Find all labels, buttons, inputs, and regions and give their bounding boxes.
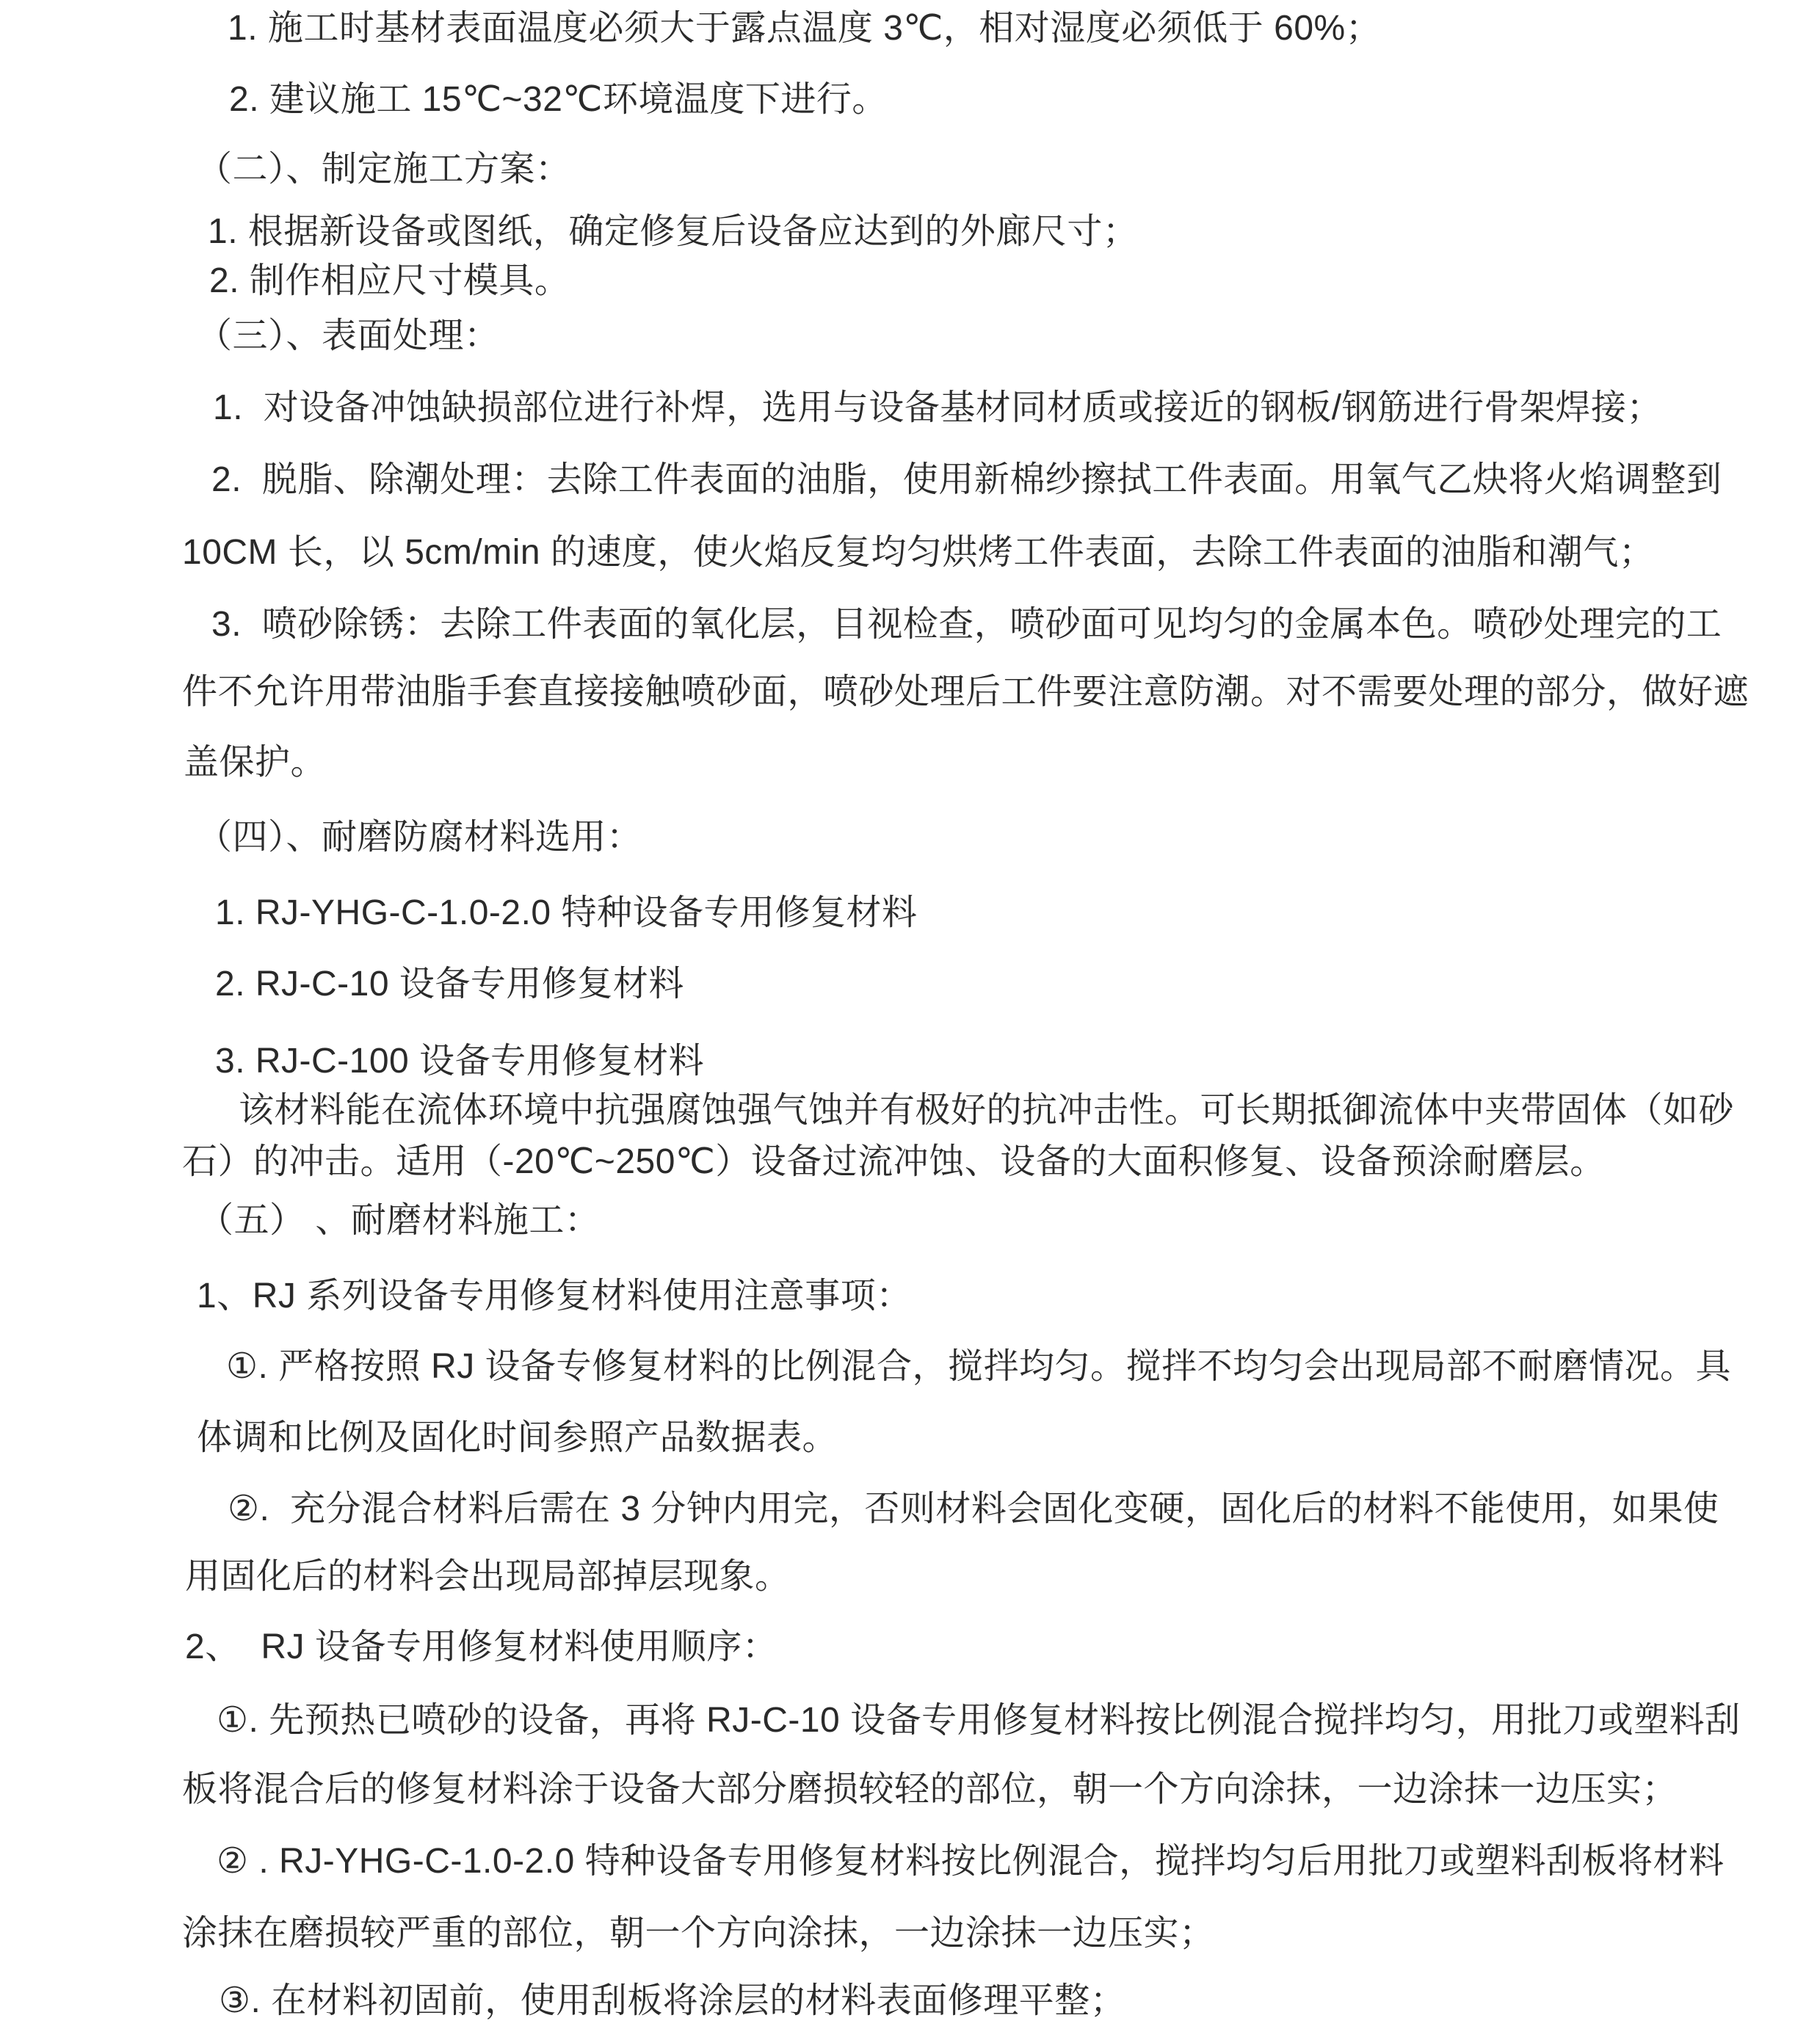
list-item: ② . RJ-YHG-C-1.0-2.0 特种设备专用修复材料按比例混合，搅拌均匀后用批刀或塑料刮板将材料	[217, 1842, 1725, 1881]
text-line: 涂抹在磨损较严重的部位，朝一个方向涂抹，一边涂抹一边压实；	[182, 1914, 1215, 1953]
text-line: 石）的冲击。适用（-20℃~250℃）设备过流冲蚀、设备的大面积修复、设备预涂耐磨层。	[182, 1142, 1606, 1181]
list-item: ①. 严格按照 RJ 设备专修复材料的比例混合，搅拌均匀。搅拌不均匀会出现局部不耐磨情况。具	[226, 1347, 1732, 1386]
list-item: 2. 建议施工 15℃~32℃环境温度下进行。	[229, 80, 888, 119]
text-line: 盖保护。	[184, 743, 327, 782]
list-item: ①. 先预热已喷砂的设备，再将 RJ-C-10 设备专用修复材料按比例混合搅拌均匀，用批刀或塑料刮	[217, 1701, 1741, 1740]
list-item: ③. 在材料初固前，使用刮板将涂层的材料表面修理平整；	[219, 1981, 1126, 2020]
text-line: 体调和比例及固化时间参照产品数据表。	[197, 1418, 838, 1457]
section-heading: （三）、表面处理：	[197, 316, 500, 355]
list-item: 3. 喷砂除锈：去除工件表面的氧化层，目视检查，喷砂面可见均匀的金属本色。喷砂处理完的工	[211, 605, 1722, 644]
text-line: 10CM 长，以 5cm/min 的速度，使火焰反复均匀烘烤工件表面，去除工件表面的油脂和潮气；	[182, 533, 1655, 572]
list-item: 1、RJ 系列设备专用修复材料使用注意事项：	[197, 1277, 912, 1315]
section-heading: （五） 、耐磨材料施工：	[198, 1201, 601, 1240]
list-item: 1. 对设备冲蚀缺损部位进行补焊，选用与设备基材同材质或接近的钢板/钢筋进行骨架焊接；	[213, 388, 1663, 427]
list-item: 2. 脱脂、除潮处理：去除工件表面的油脂，使用新棉纱擦拭工件表面。用氧气乙炔将火焰调整到	[211, 460, 1722, 499]
list-item: 1. RJ-YHG-C-1.0-2.0 特种设备专用修复材料	[215, 893, 918, 932]
section-heading: （四）、耐磨防腐材料选用：	[197, 818, 642, 857]
text-line: 板将混合后的修复材料涂于设备大部分磨损较轻的部位，朝一个方向涂抹，一边涂抹一边压实；	[182, 1770, 1678, 1809]
section-heading: （二）、制定施工方案：	[197, 150, 571, 189]
list-item: 1. 施工时基材表面温度必须大于露点温度 3℃，相对湿度必须低于 60%；	[228, 9, 1382, 48]
text-line: 件不允许用带油脂手套直接接触喷砂面，喷砂处理后工件要注意防潮。对不需要处理的部分，做好遮	[182, 672, 1750, 711]
list-item: 1. 根据新设备或图纸，确定修复后设备应达到的外廊尺寸；	[208, 212, 1139, 251]
list-item: 2. 制作相应尺寸模具。	[209, 261, 570, 300]
list-item: 2、 RJ 设备专用修复材料使用顺序：	[185, 1627, 778, 1666]
text-line: 该材料能在流体环境中抗强腐蚀强气蚀并有极好的抗冲击性。可长期抵御流体中夹带固体（如砂	[239, 1091, 1735, 1130]
text-line: 用固化后的材料会出现局部掉层现象。	[185, 1557, 791, 1596]
list-item: 3. RJ-C-100 设备专用修复材料	[215, 1042, 705, 1081]
list-item: 2. RJ-C-10 设备专用修复材料	[215, 965, 684, 1003]
list-item: ②. 充分混合材料后需在 3 分钟内用完，否则材料会固化变硬，固化后的材料不能使用，如果使	[228, 1489, 1719, 1528]
